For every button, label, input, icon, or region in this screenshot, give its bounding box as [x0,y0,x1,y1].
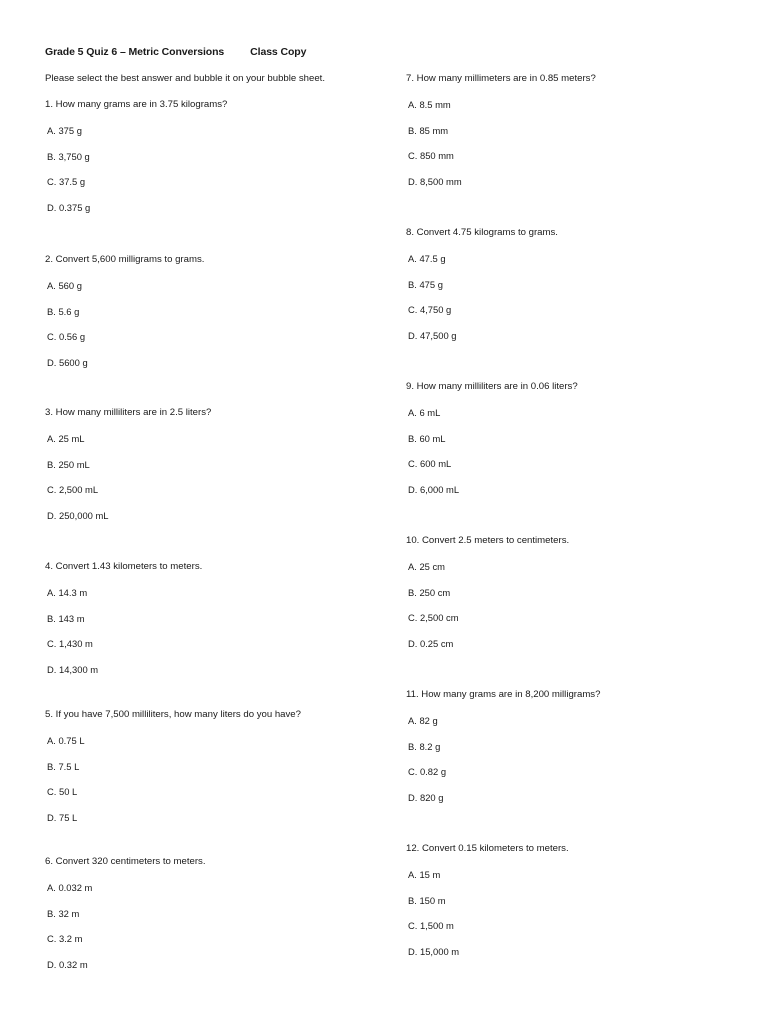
question-4 [45,560,202,676]
question-text: 4. Convert 1.43 kilometers to meters. [45,561,203,572]
option-a: A. 25 mL [47,432,85,444]
option-d: D. 6,000 mL [408,484,460,496]
question-text: 6. Convert 320 centimeters to meters. [45,856,206,867]
option-a: A. 0.032 m [47,881,93,893]
option-d: D. 5600 g [47,357,88,369]
option-c: C. 600 mL [408,458,452,470]
question-7 [406,72,596,188]
option-a: A. 82 g [408,714,438,726]
instructions: Please select the best answer and bubble it on your bubble sheet. [45,73,326,84]
question-5 [45,708,301,824]
option-d: D. 15,000 m [408,946,460,958]
option-a: A. 25 cm [408,560,445,572]
option-b: B. 475 g [408,278,443,290]
option-c: C. 2,500 cm [408,612,459,624]
question-1 [45,98,227,214]
question-text: 12. Convert 0.15 kilometers to meters. [406,843,569,854]
copy-label: Class Copy [250,46,307,58]
question-text: 10. Convert 2.5 meters to centimeters. [406,535,570,546]
option-a: A. 15 m [408,868,441,880]
option-d: D. 75 L [47,812,78,824]
question-10 [406,534,569,650]
question-3 [45,406,211,522]
option-d: D. 0.25 cm [408,638,454,650]
option-c: C. 3.2 m [47,933,83,945]
option-a: A. 8.5 mm [408,98,451,110]
option-b: B. 3,750 g [47,150,90,162]
option-c: C. 0.56 g [47,331,86,343]
question-2 [45,253,204,369]
question-text: 7. How many millimeters are in 0.85 meters? [406,73,596,84]
option-b: B. 8.2 g [408,740,441,752]
option-c: C. 0.82 g [408,766,447,778]
option-b: B. 150 m [408,894,446,906]
question-8 [406,226,558,342]
option-d: D. 250,000 mL [47,510,109,522]
question-12 [406,842,569,958]
option-c: C. 37.5 g [47,176,86,188]
question-text: 11. How many grams are in 8,200 milligrams? [406,689,601,700]
option-b: B. 143 m [47,612,85,624]
question-text: 9. How many milliliters are in 0.06 liters? [406,381,578,392]
option-a: A. 47.5 g [408,252,446,264]
option-c: C. 1,500 m [408,920,454,932]
option-c: C. 4,750 g [408,304,452,316]
option-d: D. 14,300 m [47,664,99,676]
option-d: D. 0.32 m [47,959,88,971]
option-d: D. 0.375 g [47,202,91,214]
option-b: B. 60 mL [408,432,446,444]
option-a: A. 0.75 L [47,734,85,746]
question-text: 2. Convert 5,600 milligrams to grams. [45,254,205,265]
option-d: D. 820 g [408,792,444,804]
question-6 [45,855,206,971]
question-9 [406,380,578,496]
option-c: C. 850 mm [408,150,454,162]
option-b: B. 250 mL [47,458,90,470]
option-b: B. 85 mm [408,124,449,136]
option-c: C. 2,500 mL [47,484,99,496]
option-b: B. 32 m [47,907,80,919]
page-title [45,46,306,58]
option-b: B. 7.5 L [47,760,80,772]
question-text: 8. Convert 4.75 kilograms to grams. [406,227,558,238]
question-text: 1. How many grams are in 3.75 kilograms? [45,99,228,110]
option-c: C. 50 L [47,786,78,798]
option-c: C. 1,430 m [47,638,93,650]
option-d: D. 47,500 g [408,330,457,342]
option-b: B. 250 cm [408,586,451,598]
question-text: 3. How many milliliters are in 2.5 liters? [45,407,212,418]
option-d: D. 8,500 mm [408,176,462,188]
option-a: A. 375 g [47,124,82,136]
question-11 [406,688,600,804]
option-a: A. 14.3 m [47,586,88,598]
option-b: B. 5.6 g [47,305,80,317]
question-text: 5. If you have 7,500 milliliters, how many liters do you have? [45,709,301,720]
option-a: A. 6 mL [408,406,441,418]
option-a: A. 560 g [47,279,82,291]
quiz-title: Grade 5 Quiz 6 – Metric Conversions [45,46,225,58]
